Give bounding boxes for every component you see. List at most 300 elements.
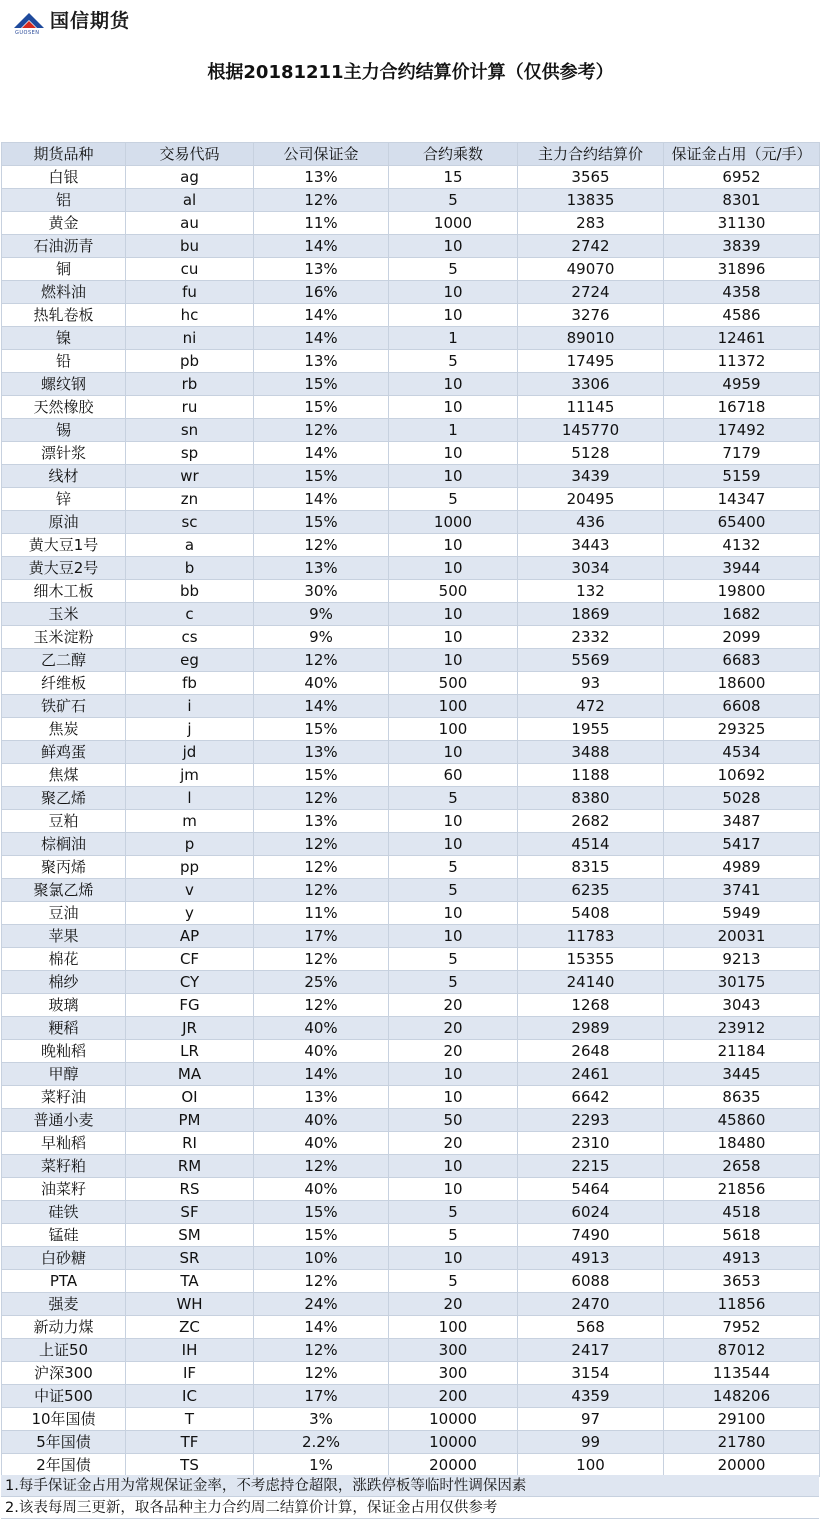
table-cell: SR	[126, 1247, 254, 1270]
table-row	[2, 212, 820, 235]
table-cell: 11372	[664, 350, 820, 373]
table-cell: LR	[126, 1040, 254, 1063]
table-cell: i	[126, 695, 254, 718]
table-cell: 10	[389, 626, 518, 649]
table-cell: y	[126, 902, 254, 925]
table-cell: 6642	[518, 1086, 664, 1109]
table-row	[2, 1109, 820, 1132]
table-cell: 11783	[518, 925, 664, 948]
table-cell: 4913	[664, 1247, 820, 1270]
table-cell: 3741	[664, 879, 820, 902]
brand-sub: GUOSEN	[15, 30, 40, 36]
table-cell: jm	[126, 764, 254, 787]
table-cell: 6952	[664, 166, 820, 189]
table-cell: 15355	[518, 948, 664, 971]
table-cell: m	[126, 810, 254, 833]
table-row	[2, 672, 820, 695]
table-cell: 12%	[254, 787, 389, 810]
table-cell: 7179	[664, 442, 820, 465]
table-cell: 89010	[518, 327, 664, 350]
table-cell: sp	[126, 442, 254, 465]
table-cell: 500	[389, 580, 518, 603]
table-cell: 10	[389, 465, 518, 488]
table-cell: 97	[518, 1408, 664, 1431]
table-cell: 17%	[254, 925, 389, 948]
table-cell: 白砂糖	[2, 1247, 126, 1270]
table-cell: 12%	[254, 1270, 389, 1293]
table-cell: 6235	[518, 879, 664, 902]
table-cell: 菜籽粕	[2, 1155, 126, 1178]
table-cell: 10%	[254, 1247, 389, 1270]
table-cell: 黄大豆1号	[2, 534, 126, 557]
table-row	[2, 557, 820, 580]
table-cell: 15	[389, 166, 518, 189]
table-cell: 49070	[518, 258, 664, 281]
table-cell: 2332	[518, 626, 664, 649]
table-cell: 13%	[254, 166, 389, 189]
table-cell: TS	[126, 1454, 254, 1477]
footnotes	[1, 1475, 819, 1519]
table-cell: 40%	[254, 1132, 389, 1155]
table-cell: 5	[389, 787, 518, 810]
table-row	[2, 764, 820, 787]
table-cell: 苹果	[2, 925, 126, 948]
table-cell: JR	[126, 1017, 254, 1040]
table-cell: SM	[126, 1224, 254, 1247]
table-row	[2, 925, 820, 948]
table-cell: 20000	[389, 1454, 518, 1477]
header-cell: 合约乘数	[389, 143, 518, 166]
table-cell: 3306	[518, 373, 664, 396]
table-cell: 聚氯乙烯	[2, 879, 126, 902]
table-cell: hc	[126, 304, 254, 327]
table-cell: 5028	[664, 787, 820, 810]
table-cell: 1188	[518, 764, 664, 787]
page-title: 根据20181211主力合约结算价计算（仅供参考）	[207, 62, 614, 83]
table-cell: 4358	[664, 281, 820, 304]
table-cell: 100	[518, 1454, 664, 1477]
table-cell: 500	[389, 672, 518, 695]
table-cell: cs	[126, 626, 254, 649]
table-cell: a	[126, 534, 254, 557]
table-cell: 14%	[254, 1316, 389, 1339]
table-cell: 锡	[2, 419, 126, 442]
table-cell: 14%	[254, 304, 389, 327]
table-cell: 5	[389, 1270, 518, 1293]
table-cell: al	[126, 189, 254, 212]
table-cell: 10	[389, 557, 518, 580]
header-cell: 主力合约结算价	[518, 143, 664, 166]
table-cell: 2658	[664, 1155, 820, 1178]
footnote: 2.该表每周三更新，取各品种主力合约周二结算价计算，保证金占用仅供参考	[1, 1497, 819, 1519]
table-cell: 纤维板	[2, 672, 126, 695]
table-row	[2, 1017, 820, 1040]
table-cell: 14%	[254, 442, 389, 465]
table-row	[2, 1431, 820, 1454]
table-cell: 3653	[664, 1270, 820, 1293]
table-cell: 铝	[2, 189, 126, 212]
table-cell: 铜	[2, 258, 126, 281]
table-cell: 12%	[254, 1362, 389, 1385]
table-cell: 锌	[2, 488, 126, 511]
table-cell: OI	[126, 1086, 254, 1109]
table-row	[2, 1224, 820, 1247]
table-cell: 100	[389, 718, 518, 741]
table-cell: 2293	[518, 1109, 664, 1132]
table-cell: 19800	[664, 580, 820, 603]
table-cell: b	[126, 557, 254, 580]
table-cell: 11%	[254, 902, 389, 925]
table-cell: 24140	[518, 971, 664, 994]
table-cell: 4989	[664, 856, 820, 879]
table-cell: 2215	[518, 1155, 664, 1178]
table-cell: 7952	[664, 1316, 820, 1339]
table-cell: 石油沥青	[2, 235, 126, 258]
table-row	[2, 833, 820, 856]
table-cell: 10	[389, 304, 518, 327]
table-row	[2, 1270, 820, 1293]
table-cell: 14%	[254, 235, 389, 258]
table-cell: 螺纹钢	[2, 373, 126, 396]
table-cell: 8635	[664, 1086, 820, 1109]
table-cell: 10	[389, 1247, 518, 1270]
table-cell: 聚乙烯	[2, 787, 126, 810]
table-cell: 20	[389, 1040, 518, 1063]
table-cell: 5569	[518, 649, 664, 672]
footnote: 1.每手保证金占用为常规保证金率，不考虑持仓超限，涨跌停板等临时性调保因素	[1, 1475, 819, 1497]
table-cell: 5417	[664, 833, 820, 856]
table-cell: 148206	[664, 1385, 820, 1408]
table-cell: 2742	[518, 235, 664, 258]
table-cell: ZC	[126, 1316, 254, 1339]
table-row	[2, 741, 820, 764]
table-cell: 玉米淀粉	[2, 626, 126, 649]
table-cell: 17492	[664, 419, 820, 442]
table-cell: 3276	[518, 304, 664, 327]
table-cell: 10	[389, 1178, 518, 1201]
table-cell: jd	[126, 741, 254, 764]
table-cell: 14%	[254, 488, 389, 511]
table-cell: 113544	[664, 1362, 820, 1385]
table-cell: CY	[126, 971, 254, 994]
table-header-row	[2, 143, 820, 166]
table-cell: 5464	[518, 1178, 664, 1201]
table-cell: 12%	[254, 419, 389, 442]
table-cell: pp	[126, 856, 254, 879]
table-cell: 3944	[664, 557, 820, 580]
table-row	[2, 281, 820, 304]
table-cell: 10	[389, 810, 518, 833]
header-cell: 公司保证金	[254, 143, 389, 166]
table-cell: 2099	[664, 626, 820, 649]
table-cell: 8380	[518, 787, 664, 810]
table-cell: c	[126, 603, 254, 626]
table-cell: 豆粕	[2, 810, 126, 833]
table-cell: 10	[389, 603, 518, 626]
table-cell: 10	[389, 925, 518, 948]
table-row	[2, 373, 820, 396]
table-cell: T	[126, 1408, 254, 1431]
table-cell: 1869	[518, 603, 664, 626]
table-cell: 20	[389, 994, 518, 1017]
table-row	[2, 1408, 820, 1431]
table-row	[2, 1362, 820, 1385]
table-cell: 12%	[254, 649, 389, 672]
table-cell: 40%	[254, 672, 389, 695]
table-cell: 2417	[518, 1339, 664, 1362]
table-cell: 黄大豆2号	[2, 557, 126, 580]
table-cell: RI	[126, 1132, 254, 1155]
table-row	[2, 580, 820, 603]
table-row	[2, 787, 820, 810]
table-cell: 5408	[518, 902, 664, 925]
table-cell: ag	[126, 166, 254, 189]
table-cell: 13%	[254, 810, 389, 833]
table-cell: 10	[389, 1086, 518, 1109]
table-cell: IC	[126, 1385, 254, 1408]
table-cell: cu	[126, 258, 254, 281]
table-cell: 10	[389, 833, 518, 856]
table-row	[2, 695, 820, 718]
table-cell: 4359	[518, 1385, 664, 1408]
table-cell: 油菜籽	[2, 1178, 126, 1201]
table-cell: j	[126, 718, 254, 741]
table-cell: 100	[389, 1316, 518, 1339]
table-cell: 31896	[664, 258, 820, 281]
table-cell: 12%	[254, 833, 389, 856]
table-row	[2, 1247, 820, 1270]
table-row	[2, 902, 820, 925]
table-cell: 16718	[664, 396, 820, 419]
table-cell: 4132	[664, 534, 820, 557]
table-cell: 上证50	[2, 1339, 126, 1362]
table-cell: 18480	[664, 1132, 820, 1155]
table-cell: 472	[518, 695, 664, 718]
table-cell: 20	[389, 1293, 518, 1316]
table-row	[2, 534, 820, 557]
table-body	[2, 166, 820, 1477]
table-cell: bu	[126, 235, 254, 258]
table-cell: 10	[389, 235, 518, 258]
table-cell: 13%	[254, 1086, 389, 1109]
table-row	[2, 1155, 820, 1178]
table-cell: 2461	[518, 1063, 664, 1086]
table-cell: IH	[126, 1339, 254, 1362]
table-row	[2, 948, 820, 971]
table-cell: eg	[126, 649, 254, 672]
table-cell: 12%	[254, 948, 389, 971]
table-cell: 20	[389, 1132, 518, 1155]
table-cell: 12%	[254, 534, 389, 557]
table-cell: v	[126, 879, 254, 902]
table-cell: 13%	[254, 741, 389, 764]
table-cell: 20	[389, 1017, 518, 1040]
table-cell: 晚籼稻	[2, 1040, 126, 1063]
table-row	[2, 1178, 820, 1201]
table-cell: zn	[126, 488, 254, 511]
table-cell: 50	[389, 1109, 518, 1132]
table-cell: 283	[518, 212, 664, 235]
table-cell: 沪深300	[2, 1362, 126, 1385]
table-cell: 焦炭	[2, 718, 126, 741]
table-cell: 棕榈油	[2, 833, 126, 856]
table-cell: 3%	[254, 1408, 389, 1431]
table-cell: 21184	[664, 1040, 820, 1063]
table-row	[2, 166, 820, 189]
table-cell: PM	[126, 1109, 254, 1132]
table-row	[2, 304, 820, 327]
table-cell: 3487	[664, 810, 820, 833]
table-cell: 3839	[664, 235, 820, 258]
brand-logo	[12, 6, 130, 36]
table-cell: 10	[389, 1155, 518, 1178]
table-cell: 3443	[518, 534, 664, 557]
table-cell: 6024	[518, 1201, 664, 1224]
table-cell: ru	[126, 396, 254, 419]
table-row	[2, 189, 820, 212]
table-cell: pb	[126, 350, 254, 373]
table-cell: TA	[126, 1270, 254, 1293]
table-cell: 15%	[254, 764, 389, 787]
table-cell: 24%	[254, 1293, 389, 1316]
table-row	[2, 856, 820, 879]
table-cell: 13835	[518, 189, 664, 212]
table-cell: 1955	[518, 718, 664, 741]
table-cell: 18600	[664, 672, 820, 695]
table-row	[2, 465, 820, 488]
table-row	[2, 396, 820, 419]
table-cell: 14%	[254, 1063, 389, 1086]
table-cell: 5159	[664, 465, 820, 488]
table-row	[2, 649, 820, 672]
table-row	[2, 810, 820, 833]
table-cell: 60	[389, 764, 518, 787]
table-cell: 5	[389, 1224, 518, 1247]
table-cell: 1000	[389, 212, 518, 235]
table-cell: 5	[389, 1201, 518, 1224]
table-cell: wr	[126, 465, 254, 488]
table-cell: 焦煤	[2, 764, 126, 787]
table-cell: 5年国债	[2, 1431, 126, 1454]
table-cell: 17%	[254, 1385, 389, 1408]
table-cell: 2682	[518, 810, 664, 833]
table-cell: 23912	[664, 1017, 820, 1040]
table-cell: 早籼稻	[2, 1132, 126, 1155]
table-cell: 乙二醇	[2, 649, 126, 672]
table-cell: 4959	[664, 373, 820, 396]
table-cell: 10000	[389, 1408, 518, 1431]
table-cell: 粳稻	[2, 1017, 126, 1040]
table-cell: 6608	[664, 695, 820, 718]
table-cell: 2989	[518, 1017, 664, 1040]
table-cell: 15%	[254, 373, 389, 396]
table-cell: 2310	[518, 1132, 664, 1155]
table-cell: 12%	[254, 1155, 389, 1178]
table-cell: 1000	[389, 511, 518, 534]
table-cell: 40%	[254, 1178, 389, 1201]
table-cell: 65400	[664, 511, 820, 534]
table-cell: 5	[389, 258, 518, 281]
table-cell: 5618	[664, 1224, 820, 1247]
table-cell: MA	[126, 1063, 254, 1086]
table-cell: 14%	[254, 327, 389, 350]
table-row	[2, 327, 820, 350]
table-cell: IF	[126, 1362, 254, 1385]
table-row	[2, 1339, 820, 1362]
table-cell: 9213	[664, 948, 820, 971]
table-cell: 6088	[518, 1270, 664, 1293]
table-cell: 2年国债	[2, 1454, 126, 1477]
table-cell: 原油	[2, 511, 126, 534]
table-cell: 6683	[664, 649, 820, 672]
table-row	[2, 1040, 820, 1063]
table-cell: 13%	[254, 350, 389, 373]
table-row	[2, 258, 820, 281]
table-cell: 菜籽油	[2, 1086, 126, 1109]
table-cell: 铁矿石	[2, 695, 126, 718]
table-cell: 12%	[254, 994, 389, 1017]
guosen-logo-icon	[12, 10, 46, 32]
table-cell: 10	[389, 396, 518, 419]
table-cell: 铅	[2, 350, 126, 373]
table-cell: 40%	[254, 1109, 389, 1132]
table-cell: fb	[126, 672, 254, 695]
table-cell: 14%	[254, 695, 389, 718]
table-cell: 12%	[254, 856, 389, 879]
table-cell: 40%	[254, 1017, 389, 1040]
table-cell: 11145	[518, 396, 664, 419]
table-cell: 10年国债	[2, 1408, 126, 1431]
table-cell: 2648	[518, 1040, 664, 1063]
table-cell: AP	[126, 925, 254, 948]
table-cell: 1	[389, 419, 518, 442]
table-cell: 4586	[664, 304, 820, 327]
table-cell: 3565	[518, 166, 664, 189]
table-cell: 200	[389, 1385, 518, 1408]
table-cell: 甲醇	[2, 1063, 126, 1086]
table-cell: 玻璃	[2, 994, 126, 1017]
table-cell: 棉花	[2, 948, 126, 971]
table-cell: 29325	[664, 718, 820, 741]
table-cell: 5	[389, 856, 518, 879]
table-cell: au	[126, 212, 254, 235]
table-cell: 5128	[518, 442, 664, 465]
table-cell: 硅铁	[2, 1201, 126, 1224]
table-row	[2, 350, 820, 373]
table-cell: 燃料油	[2, 281, 126, 304]
table-cell: 2724	[518, 281, 664, 304]
table-cell: 11%	[254, 212, 389, 235]
table-cell: 3439	[518, 465, 664, 488]
table-cell: 29100	[664, 1408, 820, 1431]
table-cell: 5	[389, 948, 518, 971]
table-cell: 13%	[254, 557, 389, 580]
table-row	[2, 971, 820, 994]
table-cell: 4514	[518, 833, 664, 856]
table-cell: sc	[126, 511, 254, 534]
table-cell: 棉纱	[2, 971, 126, 994]
table-cell: 1682	[664, 603, 820, 626]
table-cell: 45860	[664, 1109, 820, 1132]
table-row	[2, 1086, 820, 1109]
table-row	[2, 1385, 820, 1408]
table-cell: 5	[389, 488, 518, 511]
table-cell: 16%	[254, 281, 389, 304]
table-cell: 99	[518, 1431, 664, 1454]
table-cell: 14347	[664, 488, 820, 511]
table-cell: 12461	[664, 327, 820, 350]
table-cell: ni	[126, 327, 254, 350]
